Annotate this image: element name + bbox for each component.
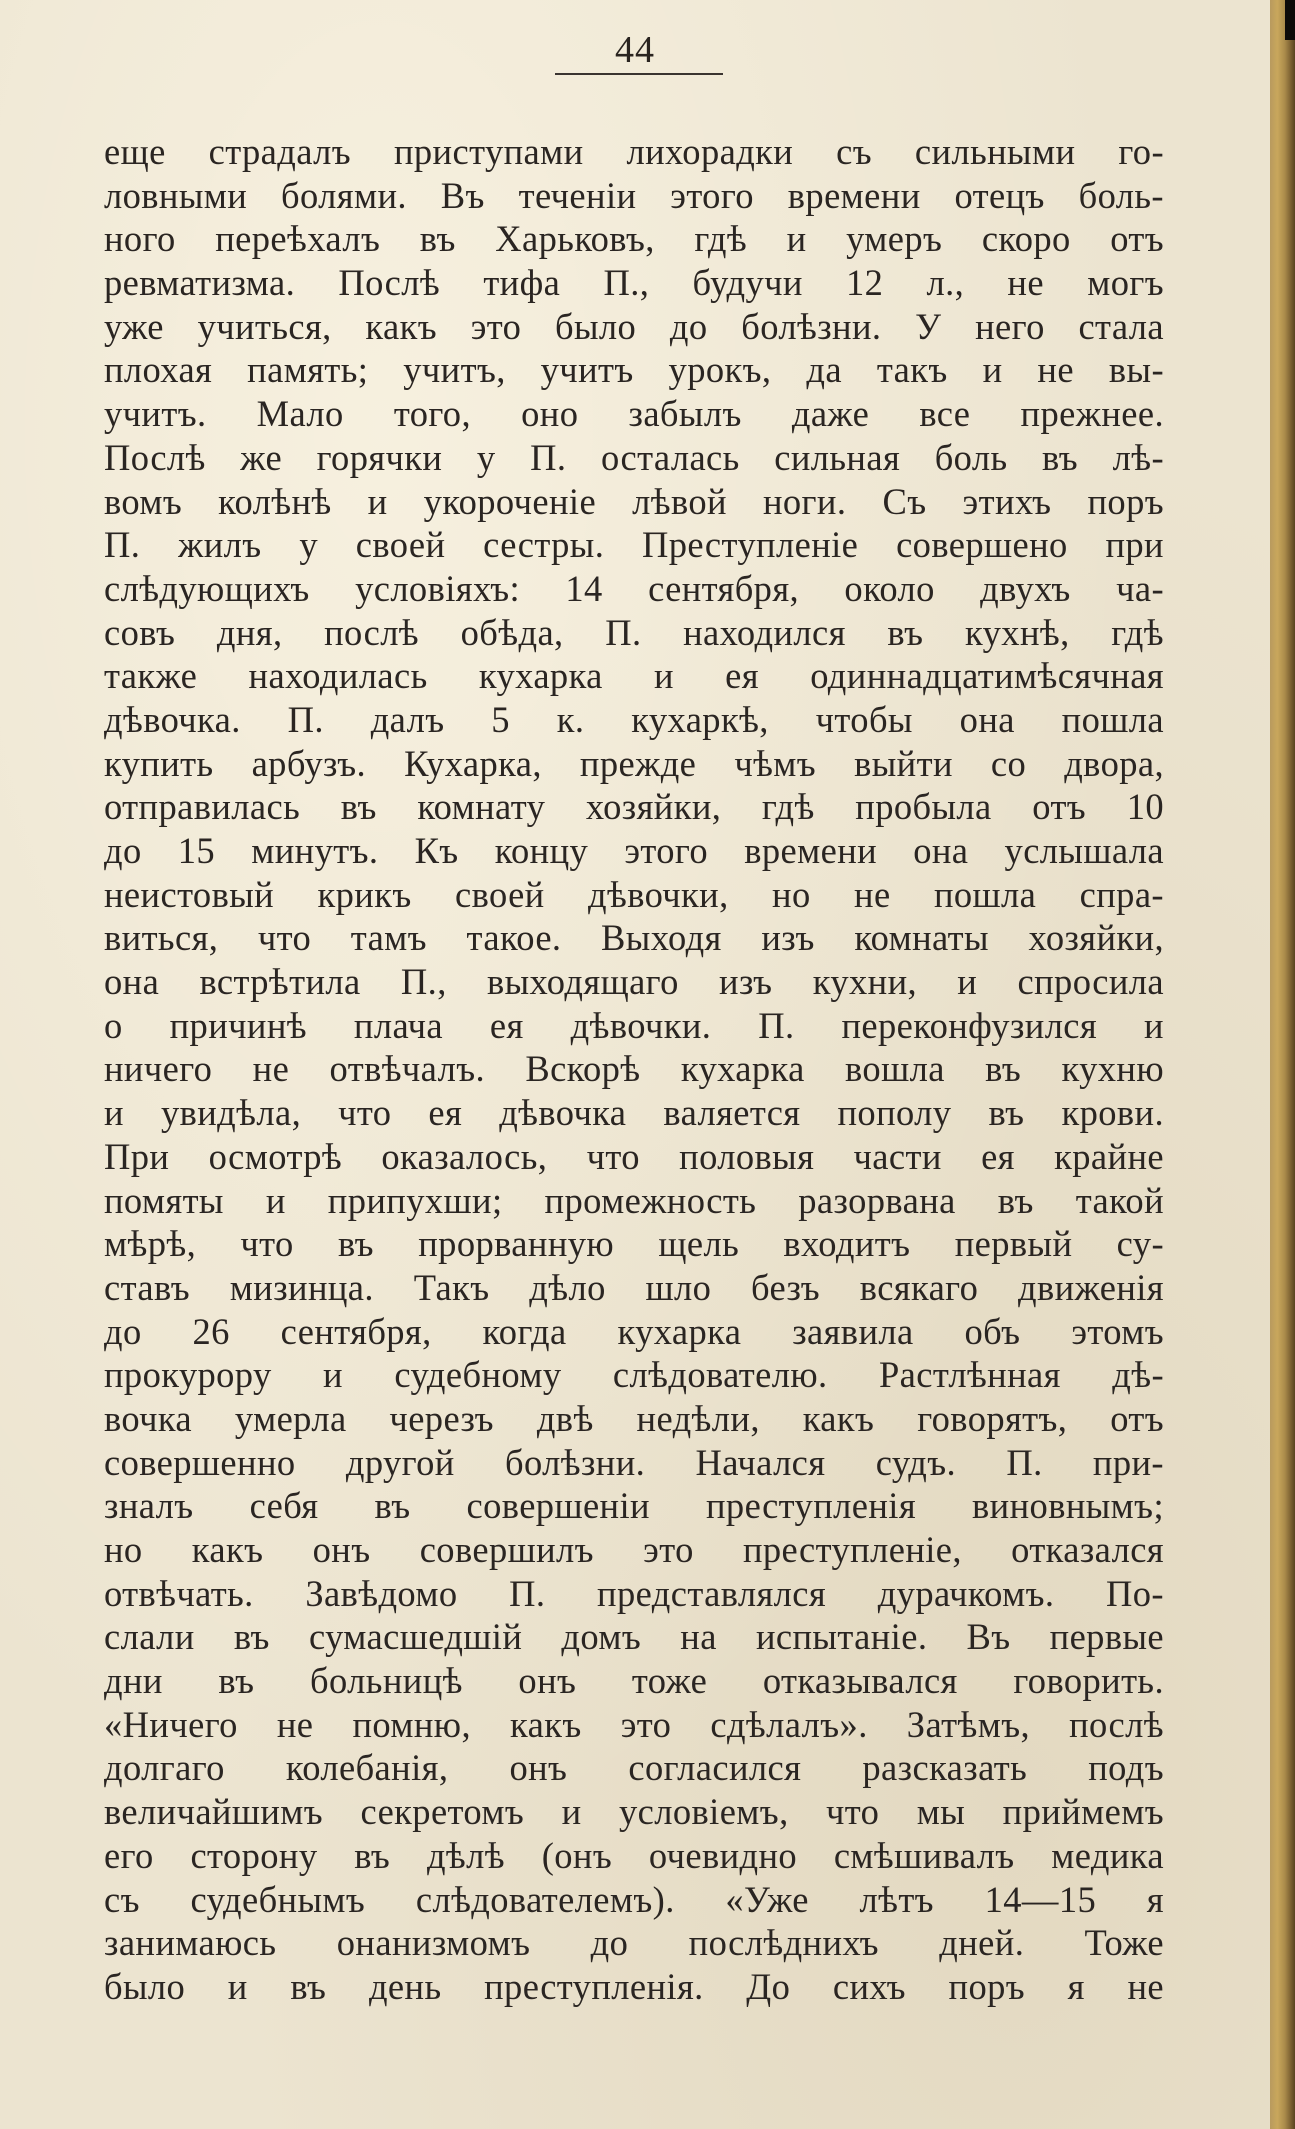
text-line: зналъ себя въ совершеніи преступленія виновнымъ; [104,1485,1164,1527]
text-line: и увидѣла, что ея дѣвочка валяется пополу въ крови. [104,1092,1164,1134]
text-line: учитъ. Мало того, оно забылъ даже все прежнее. [104,393,1164,435]
text-line: съ судебнымъ слѣдователемъ). «Уже лѣтъ 14—15 я [104,1878,1164,1920]
text-line: ставъ мизинца. Такъ дѣло шло безъ всякаго движенія [104,1266,1164,1308]
text-line: о причинѣ плача ея дѣвочки. П. переконфузился и [104,1004,1164,1046]
text-line: П. жилъ у своей сестры. Преступленіе совершено при [104,524,1164,566]
text-line: ничего не отвѣчалъ. Вскорѣ кухарка вошла въ кухню [104,1048,1164,1090]
text-line: дни въ больницѣ онъ тоже отказывался говорить. [104,1660,1164,1702]
text-line: но какъ онъ совершилъ это преступленіе, отказался [104,1529,1164,1570]
text-line: отправилась въ комнату хозяйки, гдѣ пробыла отъ 10 [104,786,1164,828]
scan-corner-shadow [1285,0,1295,40]
text-line: также находилась кухарка и ея одиннадцатимѣсячная [104,655,1164,697]
text-line: «Ничего не помню, какъ это сдѣлалъ». Затѣмъ, послѣ [104,1703,1164,1745]
text-line: прокурору и судебному слѣдователю. Растлѣнная дѣ- [104,1354,1164,1396]
text-line: ловными болями. Въ теченіи этого времени отецъ боль- [104,174,1164,216]
text-line: ного переѣхалъ въ Харьковъ, гдѣ и умеръ скоро отъ [104,218,1164,260]
text-line: совъ дня, послѣ обѣда, П. находился въ кухнѣ, гдѣ [104,611,1164,653]
text-line: плохая память; учитъ, учитъ урокъ, да такъ и не вы- [104,349,1164,391]
text-line: до 15 минутъ. Къ концу этого времени она услышала [104,830,1164,871]
text-line: слѣдующихъ условіяхъ: 14 сентября, около двухъ ча- [104,567,1164,609]
text-line: еще страдалъ приступами лихорадки съ сильными го- [104,131,1164,172]
text-line: слали въ сумасшедшій домъ на испытаніе. Въ первые [104,1616,1164,1658]
text-line: вомъ колѣнѣ и укороченіе лѣвой ноги. Съ этихъ поръ [104,480,1164,522]
text-line: неистовый крикъ своей дѣвочки, но не пошла спра- [104,873,1164,915]
text-line: дѣвочка. П. далъ 5 к. кухаркѣ, чтобы она пошла [104,698,1164,740]
text-line: помяты и припухши; промежность разорвана въ такой [104,1179,1164,1221]
text-line: его сторону въ дѣлѣ (онъ очевидно смѣшивалъ медика [104,1834,1164,1876]
body-text [104,130,1164,2009]
text-line: до 26 сентября, когда кухарка заявила объ этомъ [104,1310,1164,1352]
text-line: совершенно другой болѣзни. Начался судъ. П. при- [104,1441,1164,1483]
text-line: было и въ день преступленія. До сихъ поръ я не [104,1965,1164,2007]
page-number-rule [555,73,723,75]
text-line: уже учиться, какъ это было до болѣзни. У него стала [104,305,1164,347]
text-line: купить арбузъ. Кухарка, прежде чѣмъ выйти со двора, [104,742,1164,784]
text-line: отвѣчать. Завѣдомо П. представлялся дурачкомъ. По- [104,1572,1164,1614]
text-line: ревматизма. Послѣ тифа П., будучи 12 л., не могъ [104,262,1164,304]
text-line: занимаюсь онанизмомъ до послѣднихъ дней. Тоже [104,1922,1164,1964]
text-line: вочка умерла черезъ двѣ недѣли, какъ говорятъ, отъ [104,1397,1164,1439]
book-spine-edge [1270,0,1295,2129]
text-line: долгаго колебанія, онъ согласился разсказать подъ [104,1747,1164,1789]
text-line: она встрѣтила П., выходящаго изъ кухни, и спросила [104,961,1164,1003]
text-line: Послѣ же горячки у П. осталась сильная боль въ лѣ- [104,436,1164,478]
text-line: виться, что тамъ такое. Выходя изъ комнаты хозяйки, [104,917,1164,959]
text-line: мѣрѣ, что въ прорванную щель входитъ первый су- [104,1223,1164,1265]
page-number: 44 [615,29,655,71]
text-line: величайшимъ секретомъ и условіемъ, что мы приймемъ [104,1791,1164,1833]
text-line: При осмотрѣ оказалось, что половыя части ея крайне [104,1135,1164,1177]
